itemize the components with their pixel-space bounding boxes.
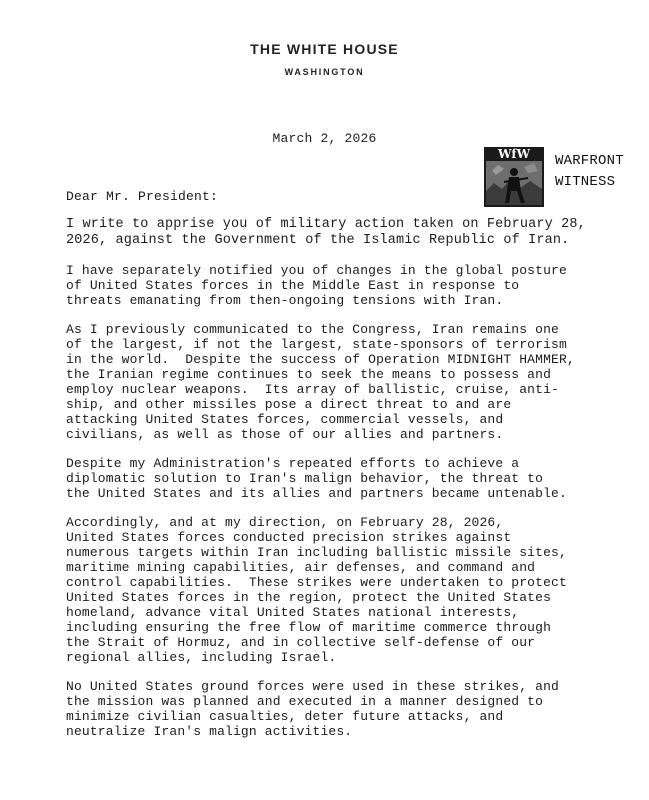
paragraph-line: As I previously communicated to the Congress, Iran remains one [66,322,559,337]
watermark-line-2: WITNESS [555,174,616,190]
paragraph-line: Despite my Administration's repeated efforts to achieve a [66,456,520,471]
paragraph-line: threats emanating from then-ongoing tensions with Iran. [66,293,504,308]
paragraph-line: the Strait of Hormuz, and in collective self-defense of our [66,635,536,650]
letterhead-subtitle: WASHINGTON [284,67,365,77]
paragraph-line: United States forces conducted precision strikes against [66,530,512,545]
warfront-witness-label [555,151,624,193]
letter-body [66,217,626,753]
letter-paragraph [66,217,626,249]
paragraph-line: of United States forces in the Middle East in response to [66,278,520,293]
paragraph-line: United States forces in the region, protect the United States [66,590,552,605]
paragraph-line: the Iranian regime continues to seek the means to possess and [66,367,552,382]
paragraph-line: No United States ground forces were used in these strikes, and [66,679,559,694]
warfront-witness-logo-icon [484,147,544,207]
paragraph-line: I write to apprise you of military action taken on February 28, [66,217,586,232]
watermark-line-1: WARFRONT [555,153,624,169]
letter-paragraph [66,456,626,501]
paragraph-line: attacking United States forces, commercial vessels, and [66,412,504,427]
paragraph-line: civilians, as well as those of our allies and partners. [66,427,504,442]
paragraph-line: in the world. Despite the success of Operation MIDNIGHT HAMMER, [66,352,575,367]
paragraph-line: ship, and other missiles pose a direct threat to and are [66,397,512,412]
letter-paragraph [66,515,626,665]
letter-paragraph [66,263,626,308]
paragraph-line: homeland, advance vital United States national interests, [66,605,520,620]
paragraph-line: numerous targets within Iran including ballistic missile sites, [66,545,567,560]
paragraph-line: regional allies, including Israel. [66,650,337,665]
paragraph-line: neutralize Iran's malign activities. [66,724,353,739]
paragraph-line: the mission was planned and executed in a manner designed to [66,694,544,709]
salutation: Dear Mr. President: [66,189,219,204]
letterhead-title: THE WHITE HOUSE [250,41,399,57]
paragraph-line: of the largest, if not the largest, state-sponsors of terrorism [66,337,567,352]
paragraph-line: diplomatic solution to Iran's malign behavior, the threat to [66,471,544,486]
letter-date: March 2, 2026 [272,131,377,146]
logo-text: WfW [497,147,531,161]
paragraph-line: minimize civilian casualties, deter future attacks, and [66,709,504,724]
paragraph-line: control capabilities. These strikes were undertaken to protect [66,575,567,590]
letter-paragraph [66,679,626,739]
paragraph-line: the United States and its allies and partners became untenable. [66,486,567,501]
paragraph-line: maritime mining capabilities, air defenses, and command and [66,560,536,575]
paragraph-line: Accordingly, and at my direction, on February 28, 2026, [66,515,504,530]
paragraph-line: employ nuclear weapons. Its array of ballistic, cruise, anti- [66,382,559,397]
letter-paragraph [66,322,626,442]
paragraph-line: 2026, against the Government of the Islamic Republic of Iran. [66,233,570,248]
paragraph-line: including ensuring the free flow of maritime commerce through [66,620,552,635]
paragraph-line: I have separately notified you of changes in the global posture [66,263,567,278]
